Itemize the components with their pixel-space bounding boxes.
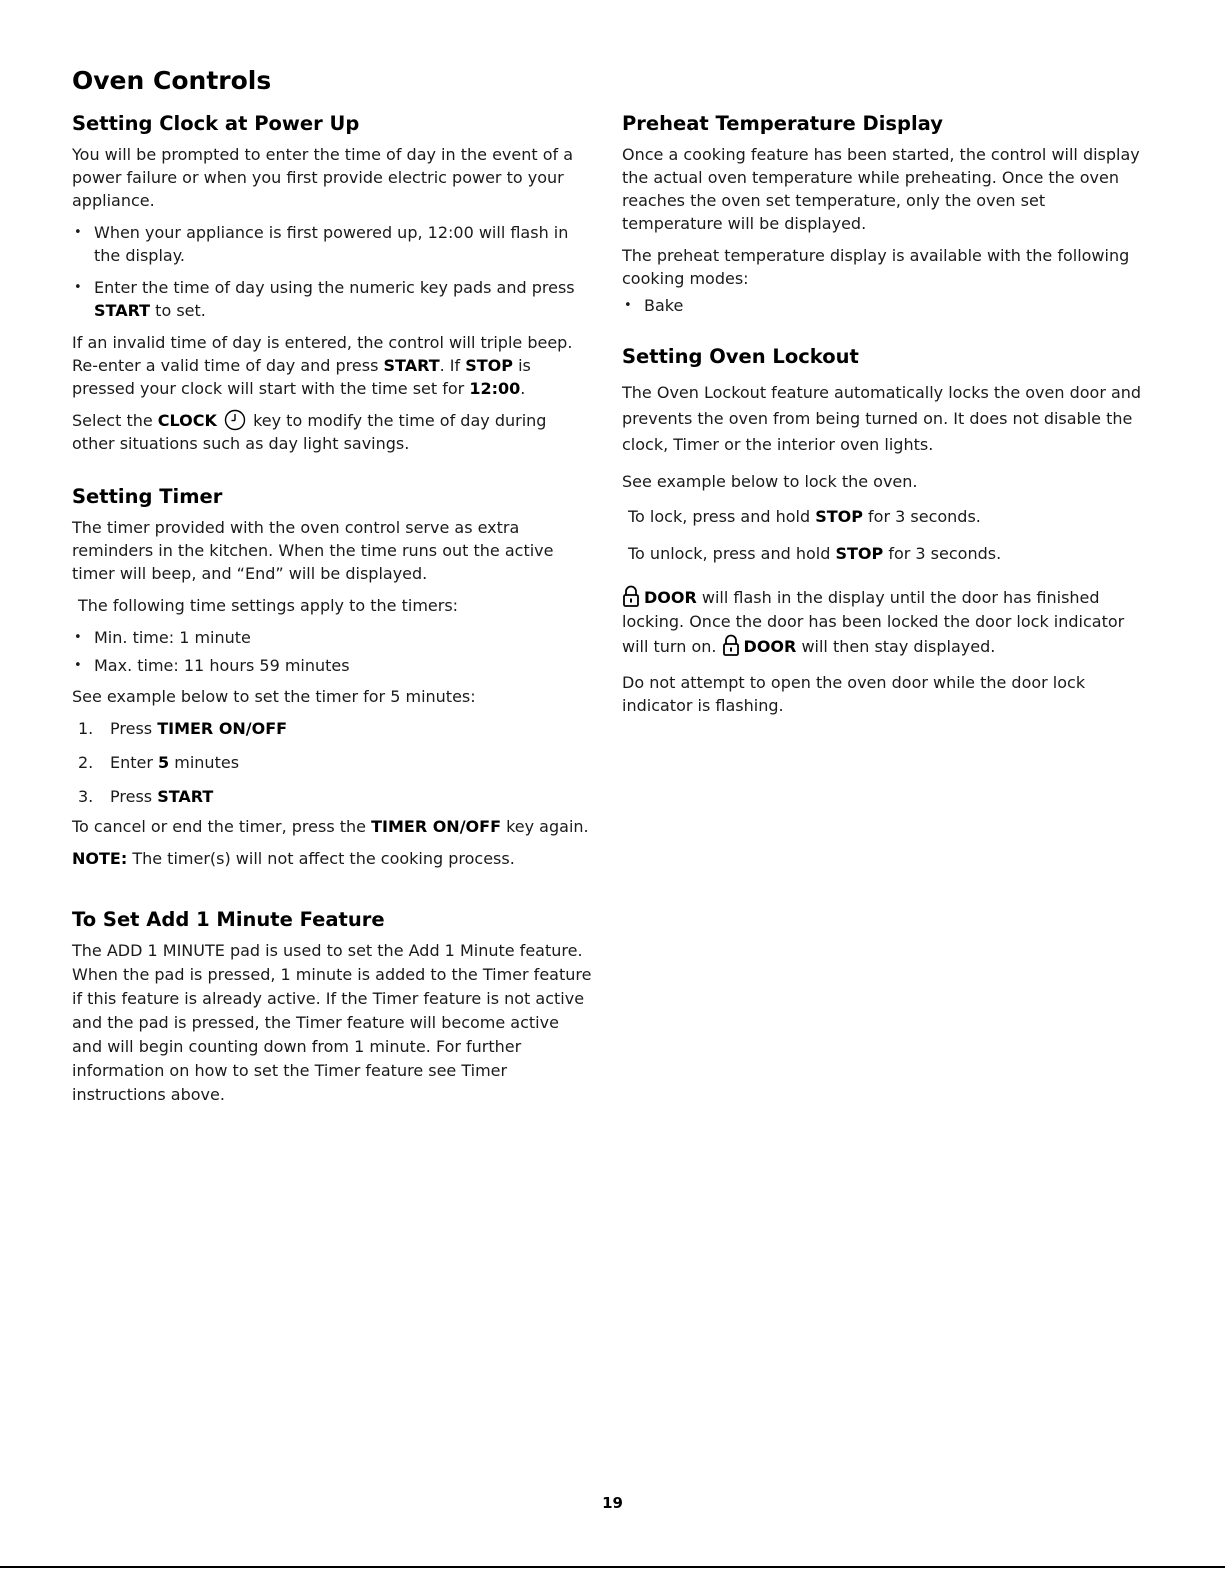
clock-heading: Setting Clock at Power Up: [72, 112, 360, 135]
clock-bullet-1: • When your appliance is first powered up, 12:00 will flash in the display.: [72, 221, 592, 267]
stop-key-label: STOP: [465, 356, 513, 375]
footer-rule: [0, 1566, 1225, 1568]
lockout-lock-instruction: To lock, press and hold STOP for 3 seconds.: [628, 507, 981, 526]
left-column: [72, 112, 592, 1116]
clock-invalid-paragraph: If an invalid time of day is entered, the control will triple beep. Re-enter a valid time of day and press START. If STOP is pressed your clock will start with the time set for 12:00.: [72, 333, 573, 398]
add-minute-section: [72, 908, 592, 1107]
timer-steps: [72, 717, 592, 808]
clock-intro: You will be prompted to enter the time of day in the event of a power failure or when you first provide electric power to your appliance.: [72, 145, 574, 210]
lockout-heading: Setting Oven Lockout: [622, 345, 859, 368]
clock-icon: [224, 409, 246, 431]
lockout-section: [622, 345, 1150, 717]
timer-section: [72, 485, 592, 870]
lockout-example: See example below to lock the oven.: [622, 472, 918, 491]
lockout-warning: Do not attempt to open the oven door while the door lock indicator is flashing.: [622, 673, 1086, 715]
page-number: 19: [602, 1494, 623, 1512]
timer-note: NOTE: The timer(s) will not affect the cooking process.: [72, 849, 515, 868]
add-minute-body: The ADD 1 MINUTE pad is used to set the Add 1 Minute feature. When the pad is pressed, 1 minute is added to the Timer feature if this feature is already active. If the Timer feature is not active and the pad is pressed, the Timer feature will become active and will begin counting down from 1 minute. For further information on how to set the Timer feature see Timer instructions above.: [72, 941, 592, 1104]
lockout-door-paragraph: DOOR will flash in the display until the door has finished locking. Once the door has been locked the door lock indicator will turn on. DOOR will then stay displayed.: [622, 585, 1150, 659]
preheat-mode-bake: • Bake: [622, 294, 1150, 317]
timer-min: • Min. time: 1 minute: [72, 626, 592, 649]
timer-step-3: 3. Press START: [78, 787, 214, 806]
timer-intro: The timer provided with the oven control serve as extra reminders in the kitchen. When the time runs out the active timer will beep, and “End” will be displayed.: [72, 518, 554, 583]
page-title: Oven Controls: [72, 66, 272, 95]
lockout-unlock-instruction: To unlock, press and hold STOP for 3 seconds.: [628, 544, 1002, 563]
clock-bullets: [72, 221, 592, 322]
clock-bullet-2: • Enter the time of day using the numeric key pads and press START to set.: [72, 276, 592, 322]
timer-step-1: 1. Press TIMER ON/OFF: [78, 719, 288, 738]
timer-step-2: 2. Enter 5 minutes: [78, 753, 240, 772]
clock-key-paragraph: Select the CLOCK key to modify the time of day during other situations such as day light savings.: [72, 411, 547, 453]
preheat-heading: Preheat Temperature Display: [622, 112, 943, 135]
lockout-body: The Oven Lockout feature automatically locks the oven door and prevents the oven from being turned on. It does not disable the clock, Timer or the interior oven lights.: [622, 383, 1142, 454]
timer-apply: The following time settings apply to the timers:: [78, 596, 459, 615]
clock-section: [72, 112, 592, 455]
preheat-modes: [622, 294, 1150, 317]
clock-key-label: CLOCK: [157, 411, 217, 430]
start-key-label: START: [94, 301, 151, 320]
timer-max: • Max. time: 11 hours 59 minutes: [72, 654, 592, 677]
preheat-body-1: Once a cooking feature has been started, the control will display the actual oven temperature while preheating. Once the oven reaches the oven set temperature, only the oven set temperature will be displayed.: [622, 145, 1140, 233]
right-column: [622, 112, 1150, 726]
timer-limits: [72, 626, 592, 677]
timer-example: See example below to set the timer for 5 minutes:: [72, 687, 476, 706]
preheat-section: [622, 112, 1150, 317]
lock-icon: [722, 634, 740, 656]
lock-icon: [622, 585, 640, 607]
add-minute-heading: To Set Add 1 Minute Feature: [72, 908, 385, 931]
timer-heading: Setting Timer: [72, 485, 223, 508]
preheat-body-2: The preheat temperature display is available with the following cooking modes:: [622, 246, 1130, 288]
timer-cancel: To cancel or end the timer, press the TIMER ON/OFF key again.: [72, 817, 589, 836]
